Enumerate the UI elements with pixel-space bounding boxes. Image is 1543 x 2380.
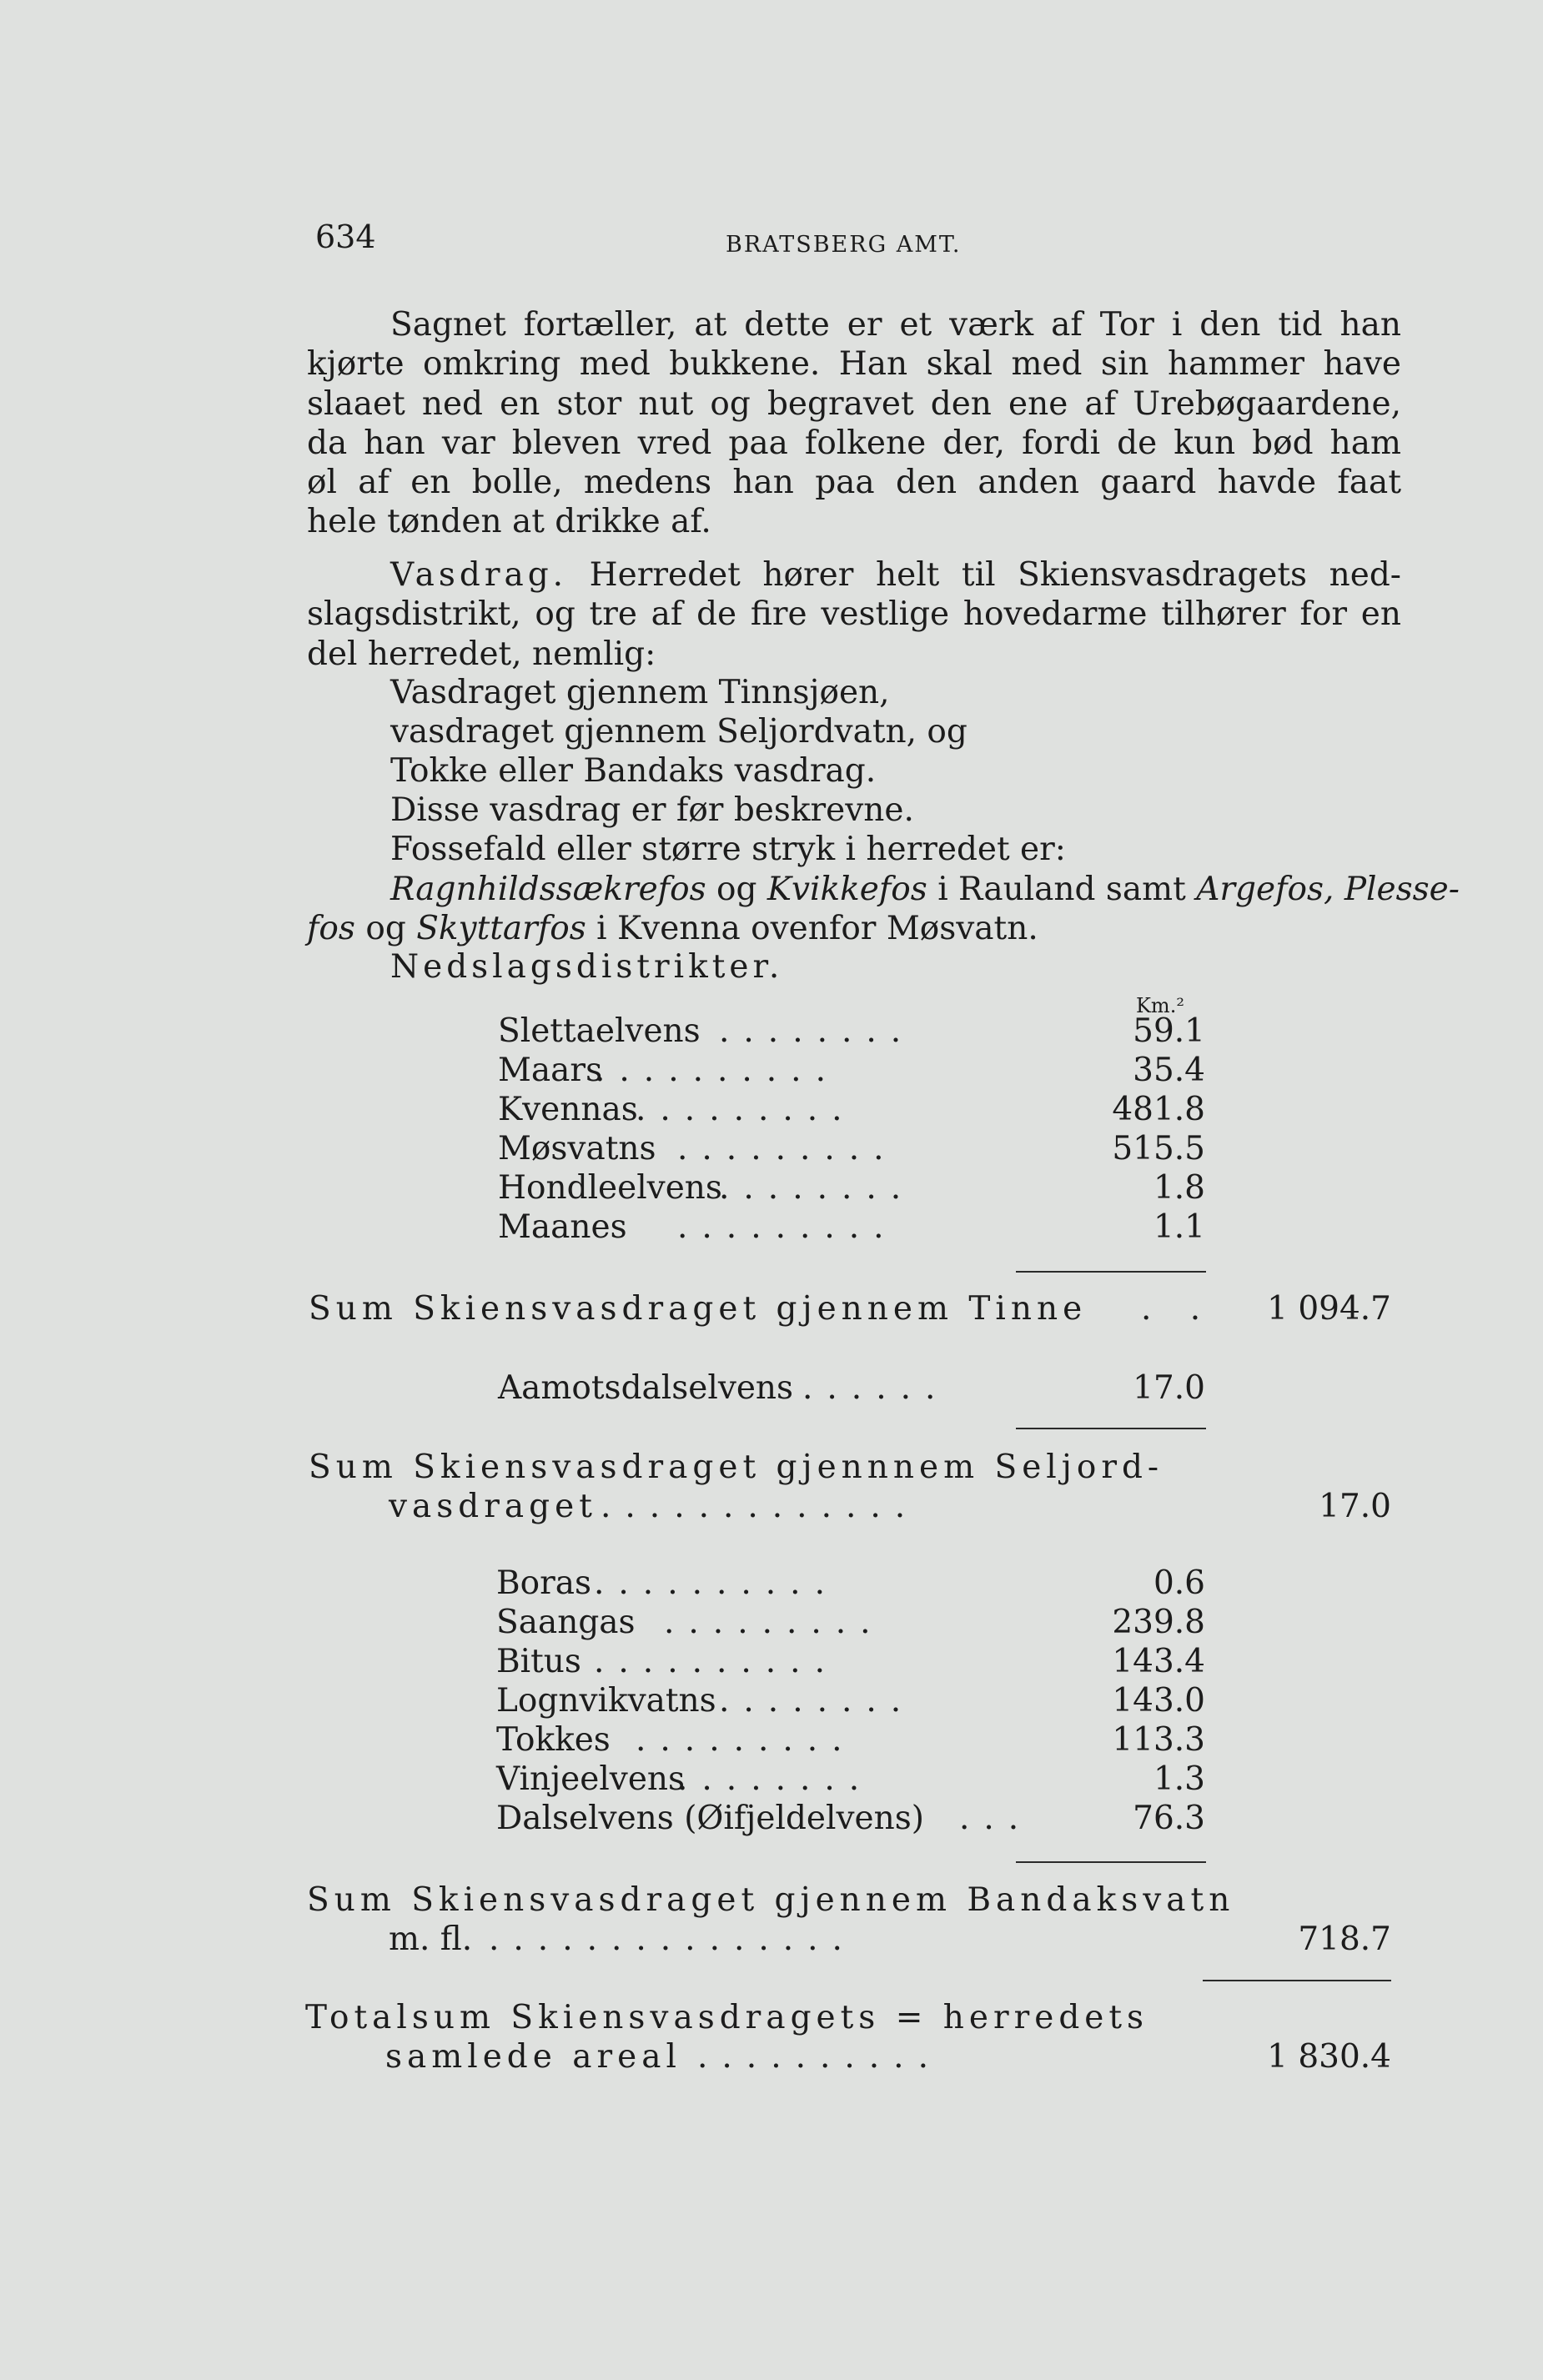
sum-label: Sum Skiensvasdraget gjennnem Seljord- <box>309 1449 1164 1486</box>
waterfall-name: Skyttarfos <box>416 910 586 948</box>
text-line: øl af en bolle, medens han paa den anden gaard havde faat <box>307 464 1401 502</box>
text-line: da han var bleven vred paa folkene der, fordi de kun bød ham <box>307 424 1401 462</box>
running-title: BRATSBERG AMT. <box>726 232 962 258</box>
row-label: Slettaelvens <box>498 1012 701 1050</box>
subtotal-rule <box>1016 1428 1206 1429</box>
leader-dots: .......... <box>595 1052 840 1089</box>
row-label: Saangas <box>496 1604 636 1641</box>
leader-dots: ......... <box>636 1091 857 1128</box>
page-number: 634 <box>315 218 376 255</box>
text-line <box>307 909 1401 948</box>
list-item: Vasdraget gjennem Tinnsjøen, <box>390 674 890 711</box>
leader-dots: ......... <box>677 1130 898 1167</box>
subtotal-rule <box>1016 1861 1206 1863</box>
row-value: 1.8 <box>1153 1169 1205 1207</box>
text-line: kjørte omkring med bukkene. Han skal med sin hammer have <box>307 345 1401 384</box>
row-label: Aamotsdalselvens <box>498 1369 794 1407</box>
text-span: og <box>716 871 757 908</box>
text-line: del herredet, nemlig: <box>307 635 656 673</box>
row-label: Vinjeelvens <box>496 1760 686 1798</box>
leader-dots: .......... <box>697 2038 942 2076</box>
text-span: Herredet hører helt til Skiensvasdragets ned- <box>589 556 1401 594</box>
leader-dots: ........ <box>719 1169 916 1207</box>
leader-dots: ......... <box>677 1208 898 1246</box>
total-rule <box>1203 1980 1391 1981</box>
row-label: Bitus <box>496 1643 581 1680</box>
row-value: 0.6 <box>1153 1564 1205 1602</box>
waterfall-name: Ragnhildssækrefos <box>390 871 706 908</box>
leader-dots: ........ <box>719 1012 916 1050</box>
text-line: Disse vasdrag er før beskrevne. <box>390 791 914 829</box>
sum-value: 1 094.7 <box>1267 1290 1391 1328</box>
leader-dots: ......... <box>664 1604 885 1641</box>
row-value: 143.4 <box>1112 1643 1205 1680</box>
fossefald-paragraph <box>307 870 1460 949</box>
section-heading: Vasdrag. <box>390 556 568 594</box>
sum-label: Sum Skiensvasdraget gjennem Tinne <box>309 1290 1088 1328</box>
row-value: 113.3 <box>1112 1721 1205 1759</box>
sum-label: m. fl. <box>389 1921 473 1958</box>
row-value: 481.8 <box>1112 1091 1205 1128</box>
waterfall-name: Kvikkefos <box>766 871 927 908</box>
row-value: 1.1 <box>1153 1208 1205 1246</box>
waterfall-name: Argefos, <box>1196 871 1334 908</box>
total-label: Totalsum Skiensvasdragets = herredets <box>305 1999 1149 2036</box>
text-line <box>307 555 1401 595</box>
sum-label: vasdraget <box>389 1488 597 1525</box>
text-span: i Rauland samt <box>937 871 1186 908</box>
leader-dots: ............... <box>489 1921 857 1958</box>
list-item: Tokke eller Bandaks vasdrag. <box>390 752 877 790</box>
row-value: 1.3 <box>1153 1760 1205 1798</box>
row-label: Maars <box>498 1052 603 1089</box>
row-label: Kvennas <box>498 1091 638 1128</box>
row-label: Maanes <box>498 1208 627 1246</box>
leader-dots: . . <box>1141 1290 1215 1328</box>
text-span: og <box>365 910 406 948</box>
leader-dots: ........ <box>719 1682 916 1720</box>
row-label: Møsvatns <box>498 1130 656 1167</box>
text-line: hele tønden at drikke af. <box>307 503 711 541</box>
row-value: 59.1 <box>1133 1012 1205 1050</box>
row-label: Dalselvens (Øifjeldelvens) <box>496 1800 924 1837</box>
waterfall-name: Plesse- <box>1344 871 1460 908</box>
leader-dots: ... <box>959 1800 1033 1837</box>
row-value: 239.8 <box>1112 1604 1205 1641</box>
waterfall-name: fos <box>307 910 355 948</box>
total-label: samlede areal <box>385 2038 681 2076</box>
text-line <box>307 870 1460 909</box>
legend-paragraph <box>307 305 1401 542</box>
row-value: 515.5 <box>1112 1130 1205 1167</box>
total-value: 1 830.4 <box>1267 2038 1391 2076</box>
section-heading: Nedslagsdistrikter. <box>390 948 784 986</box>
leader-dots: .......... <box>594 1643 839 1680</box>
sum-label: Sum Skiensvasdraget gjennem Bandaksvatn <box>307 1881 1235 1919</box>
row-value: 17.0 <box>1133 1369 1205 1407</box>
row-label: Tokkes <box>496 1721 611 1759</box>
leader-dots: ............. <box>601 1488 920 1525</box>
leader-dots: ...... <box>802 1369 950 1407</box>
unit-label: Km.² <box>1136 994 1184 1017</box>
sum-value: 17.0 <box>1319 1488 1391 1525</box>
text-span: i Kvenna ovenfor Møsvatn. <box>596 910 1038 948</box>
vasdrag-paragraph <box>307 555 1401 674</box>
text-line: Fossefald eller større stryk i herredet er: <box>390 831 1066 868</box>
row-label: Hondleelvens <box>498 1169 722 1207</box>
row-label: Boras <box>496 1564 592 1602</box>
row-value: 35.4 <box>1133 1052 1205 1089</box>
subtotal-rule <box>1016 1271 1206 1273</box>
row-value: 76.3 <box>1133 1800 1205 1837</box>
row-label: Lognvikvatns <box>496 1682 716 1720</box>
leader-dots: ........ <box>677 1760 874 1798</box>
list-item: vasdraget gjennem Seljordvatn, og <box>390 713 968 751</box>
text-line: slagsdistrikt, og tre af de fire vestlige hovedarme tilhører for en <box>307 595 1401 634</box>
text-line: Sagnet fortæller, at dette er et værk af Tor i den tid han <box>390 306 1401 344</box>
row-value: 143.0 <box>1112 1682 1205 1720</box>
leader-dots: ......... <box>636 1721 857 1759</box>
leader-dots: .......... <box>594 1564 839 1602</box>
sum-value: 718.7 <box>1298 1921 1391 1958</box>
text-line: slaaet ned en stor nut og begravet den ene af Urebøgaardene, <box>307 384 1401 423</box>
